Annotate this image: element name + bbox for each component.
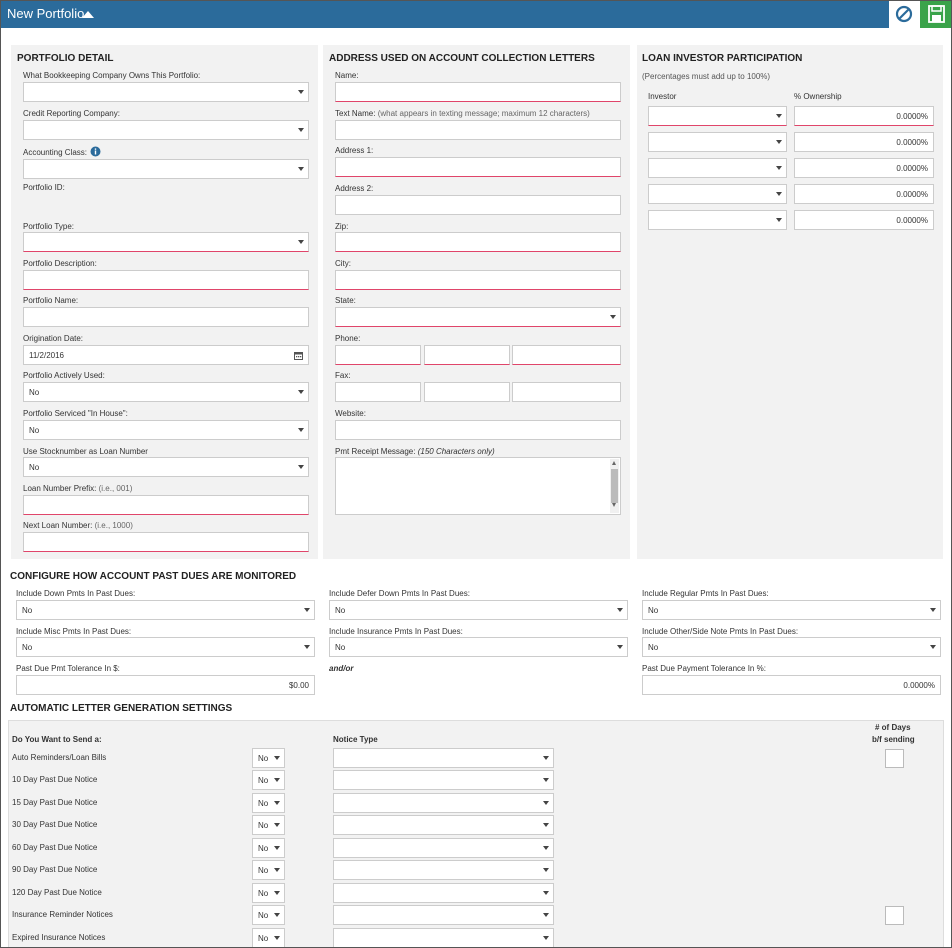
- chevron-down-icon: [274, 891, 280, 895]
- fax-label: Fax:: [335, 371, 351, 380]
- chevron-down-icon: [776, 114, 782, 118]
- letter-send-value: No: [258, 866, 269, 875]
- regular-pmts-value: No: [648, 606, 659, 615]
- notice-type-select[interactable]: [333, 860, 554, 880]
- save-icon: [920, 1, 952, 28]
- letter-label: 120 Day Past Due Notice: [12, 888, 102, 897]
- ownership-value: 0.0000%: [896, 190, 928, 199]
- address-heading: ADDRESS USED ON ACCOUNT COLLECTION LETTERS: [329, 53, 595, 64]
- notice-type-column-header: Notice Type: [333, 735, 378, 744]
- scroll-down-icon[interactable]: [612, 503, 616, 507]
- and-or-text: and/or: [329, 664, 354, 673]
- chevron-down-icon: [776, 166, 782, 170]
- chevron-down-icon: [543, 801, 549, 805]
- notice-type-select[interactable]: [333, 838, 554, 858]
- address1-input[interactable]: [335, 157, 621, 177]
- tolerance-dollar-value: $0.00: [288, 681, 309, 690]
- letter-send-select[interactable]: [252, 928, 285, 948]
- chevron-down-icon: [298, 465, 304, 469]
- portfolio-id-label: Portfolio ID:: [23, 183, 65, 192]
- misc-pmts-select[interactable]: [16, 637, 315, 657]
- website-label: Website:: [335, 409, 366, 418]
- tolerance-percent-input[interactable]: [642, 675, 941, 695]
- down-pmts-select[interactable]: [16, 600, 315, 620]
- insurance-pmts-select[interactable]: [329, 637, 628, 657]
- chevron-down-icon: [543, 823, 549, 827]
- defer-pmts-value: No: [335, 606, 346, 615]
- investor-heading: LOAN INVESTOR PARTICIPATION: [642, 53, 803, 64]
- city-input[interactable]: [335, 270, 621, 290]
- textarea-scrollbar[interactable]: [610, 459, 619, 513]
- other-pmts-select[interactable]: [642, 637, 941, 657]
- letter-send-value: No: [258, 821, 269, 830]
- loan-prefix-label: Loan Number Prefix: (i.e., 001): [23, 484, 133, 493]
- chevron-down-icon: [298, 240, 304, 244]
- phone-line-input[interactable]: [512, 345, 621, 365]
- letters-heading: AUTOMATIC LETTER GENERATION SETTINGS: [10, 703, 233, 714]
- letter-label: Insurance Reminder Notices: [12, 910, 113, 919]
- ownership-input[interactable]: [794, 158, 934, 178]
- address1-label: Address 1:: [335, 146, 374, 155]
- tolerance-dollar-input[interactable]: [16, 675, 315, 695]
- investor-column-header: Investor: [648, 92, 677, 101]
- pmt-receipt-textarea[interactable]: [335, 457, 621, 515]
- zip-label: Zip:: [335, 222, 349, 231]
- scroll-up-icon[interactable]: [612, 461, 616, 465]
- chevron-down-icon: [776, 218, 782, 222]
- credit-reporting-select[interactable]: [23, 120, 309, 140]
- portfolio-name-input[interactable]: [23, 307, 309, 327]
- accounting-class-select[interactable]: [23, 159, 309, 179]
- fax-prefix-input[interactable]: [424, 382, 510, 402]
- chevron-down-icon: [543, 756, 549, 760]
- letter-label: 15 Day Past Due Notice: [12, 798, 98, 807]
- defer-pmts-label: Include Defer Down Pmts In Past Dues:: [329, 589, 470, 598]
- fax-area-input[interactable]: [335, 382, 421, 402]
- misc-pmts-label: Include Misc Pmts In Past Dues:: [16, 627, 132, 636]
- chevron-down-icon: [304, 608, 310, 612]
- name-label: Name:: [335, 71, 359, 80]
- investor-select[interactable]: [648, 184, 787, 204]
- down-pmts-value: No: [22, 606, 33, 615]
- letter-send-value: No: [258, 911, 269, 920]
- investor-select[interactable]: [648, 210, 787, 230]
- next-loan-label: Next Loan Number: (i.e., 1000): [23, 521, 133, 530]
- notice-type-select[interactable]: [333, 905, 554, 925]
- ownership-input[interactable]: [794, 184, 934, 204]
- send-column-header: Do You Want to Send a:: [12, 735, 102, 744]
- zip-input[interactable]: [335, 232, 621, 252]
- chevron-down-icon: [543, 846, 549, 850]
- chevron-down-icon: [543, 936, 549, 940]
- ownership-value: 0.0000%: [896, 138, 928, 147]
- tolerance-percent-label: Past Due Payment Tolerance In %:: [642, 664, 766, 673]
- origination-date-label: Origination Date:: [23, 334, 84, 343]
- investor-select[interactable]: [648, 106, 787, 126]
- days-before-input[interactable]: [885, 906, 904, 925]
- chevron-down-icon: [274, 868, 280, 872]
- portfolio-name-label: Portfolio Name:: [23, 296, 79, 305]
- letter-send-select[interactable]: [252, 793, 285, 813]
- actively-used-value: No: [29, 388, 40, 397]
- in-house-select[interactable]: [23, 420, 309, 440]
- ownership-value: 0.0000%: [896, 112, 928, 121]
- chevron-down-icon: [298, 390, 304, 394]
- notice-type-select[interactable]: [333, 815, 554, 835]
- letter-send-value: No: [258, 754, 269, 763]
- portfolio-type-select[interactable]: [23, 232, 309, 252]
- ownership-column-header: % Ownership: [794, 92, 842, 101]
- save-button[interactable]: [920, 1, 952, 28]
- chevron-down-icon: [274, 913, 280, 917]
- notice-type-select[interactable]: [333, 748, 554, 768]
- in-house-value: No: [29, 426, 40, 435]
- stocknumber-select[interactable]: [23, 457, 309, 477]
- down-pmts-label: Include Down Pmts In Past Dues:: [16, 589, 136, 598]
- text-name-label: Text Name: (what appears in texting message; maximum 12 characters): [335, 109, 590, 118]
- address2-input[interactable]: [335, 195, 621, 215]
- portfolio-description-input[interactable]: [23, 270, 309, 290]
- title-bar: [1, 1, 952, 28]
- pmt-receipt-label: Pmt Receipt Message: (150 Characters only): [335, 447, 495, 456]
- chevron-down-icon: [617, 608, 623, 612]
- cancel-button[interactable]: [889, 1, 920, 28]
- letter-send-value: No: [258, 889, 269, 898]
- page-title: New Portfolio: [7, 6, 85, 21]
- chevron-down-icon: [298, 428, 304, 432]
- actively-used-label: Portfolio Actively Used:: [23, 371, 105, 380]
- defer-pmts-select[interactable]: [329, 600, 628, 620]
- chevron-down-icon: [298, 128, 304, 132]
- investor-select[interactable]: [648, 132, 787, 152]
- letter-label: Auto Reminders/Loan Bills: [12, 753, 107, 762]
- letter-send-select[interactable]: [252, 815, 285, 835]
- chevron-down-icon: [304, 645, 310, 649]
- credit-reporting-label: Credit Reporting Company:: [23, 109, 120, 118]
- letter-send-select[interactable]: [252, 905, 285, 925]
- chevron-down-icon: [543, 868, 549, 872]
- chevron-down-icon: [543, 891, 549, 895]
- regular-pmts-label: Include Regular Pmts In Past Dues:: [642, 589, 769, 598]
- chevron-down-icon: [930, 645, 936, 649]
- letter-send-select[interactable]: [252, 770, 285, 790]
- portfolio-description-label: Portfolio Description:: [23, 259, 97, 268]
- tolerance-dollar-label: Past Due Pmt Tolerance In $:: [16, 664, 120, 673]
- state-select[interactable]: [335, 307, 621, 327]
- ownership-input[interactable]: [794, 132, 934, 152]
- chevron-down-icon: [274, 823, 280, 827]
- phone-prefix-input[interactable]: [424, 345, 510, 365]
- chevron-down-icon: [543, 778, 549, 782]
- days-column-header-2: b/f sending: [872, 735, 915, 744]
- letter-send-value: No: [258, 934, 269, 943]
- days-column-header: # of Days: [875, 723, 911, 732]
- letter-label: 90 Day Past Due Notice: [12, 865, 98, 874]
- next-loan-input[interactable]: [23, 532, 309, 552]
- phone-area-input[interactable]: [335, 345, 421, 365]
- portfolio-type-label: Portfolio Type:: [23, 222, 74, 231]
- chevron-down-icon: [274, 756, 280, 760]
- investor-select[interactable]: [648, 158, 787, 178]
- chevron-down-icon: [274, 936, 280, 940]
- insurance-pmts-value: No: [335, 643, 346, 652]
- text-name-input[interactable]: [335, 120, 621, 140]
- bookkeeping-label: What Bookkeeping Company Owns This Portfolio:: [23, 71, 201, 80]
- letter-label: 30 Day Past Due Notice: [12, 820, 98, 829]
- investor-note: (Percentages must add up to 100%): [642, 72, 771, 81]
- notice-type-select[interactable]: [333, 793, 554, 813]
- ownership-value: 0.0000%: [896, 216, 928, 225]
- address2-label: Address 2:: [335, 184, 374, 193]
- chevron-down-icon: [617, 645, 623, 649]
- regular-pmts-select[interactable]: [642, 600, 941, 620]
- letter-send-value: No: [258, 799, 269, 808]
- insurance-pmts-label: Include Insurance Pmts In Past Dues:: [329, 627, 463, 636]
- collapse-caret-icon[interactable]: [82, 11, 94, 18]
- chevron-down-icon: [274, 801, 280, 805]
- other-pmts-label: Include Other/Side Note Pmts In Past Dues:: [642, 627, 799, 636]
- fax-line-input[interactable]: [512, 382, 621, 402]
- letter-send-select[interactable]: [252, 883, 285, 903]
- bookkeeping-select[interactable]: [23, 82, 309, 102]
- tolerance-percent-value: 0.0000%: [903, 681, 935, 690]
- past-dues-heading: CONFIGURE HOW ACCOUNT PAST DUES ARE MONITORED: [10, 571, 297, 582]
- name-input[interactable]: [335, 82, 621, 102]
- notice-type-select[interactable]: [333, 928, 554, 948]
- letter-label: 60 Day Past Due Notice: [12, 843, 98, 852]
- letter-send-select[interactable]: [252, 838, 285, 858]
- origination-date-input[interactable]: [23, 345, 309, 365]
- notice-type-select[interactable]: [333, 770, 554, 790]
- loan-prefix-input[interactable]: [23, 495, 309, 515]
- ownership-input[interactable]: [794, 210, 934, 230]
- chevron-down-icon: [610, 315, 616, 319]
- city-label: City:: [335, 259, 351, 268]
- letter-label: Expired Insurance Notices: [12, 933, 106, 942]
- website-input[interactable]: [335, 420, 621, 440]
- days-before-input[interactable]: [885, 749, 904, 768]
- accounting-class-label: Accounting Class:: [23, 148, 88, 157]
- portfolio-detail-heading: PORTFOLIO DETAIL: [17, 53, 114, 64]
- letter-send-select[interactable]: [252, 748, 285, 768]
- in-house-label: Portfolio Serviced "In House":: [23, 409, 128, 418]
- phone-label: Phone:: [335, 334, 361, 343]
- actively-used-select[interactable]: [23, 382, 309, 402]
- chevron-down-icon: [930, 608, 936, 612]
- origination-date-value: 11/2/2016: [29, 351, 64, 360]
- chevron-down-icon: [298, 167, 304, 171]
- state-label: State:: [335, 296, 356, 305]
- ownership-value: 0.0000%: [896, 164, 928, 173]
- notice-type-select[interactable]: [333, 883, 554, 903]
- other-pmts-value: No: [648, 643, 659, 652]
- misc-pmts-value: No: [22, 643, 33, 652]
- chevron-down-icon: [274, 846, 280, 850]
- cancel-icon: [889, 1, 920, 28]
- letter-send-select[interactable]: [252, 860, 285, 880]
- chevron-down-icon: [274, 778, 280, 782]
- info-icon[interactable]: [90, 146, 101, 157]
- chevron-down-icon: [776, 192, 782, 196]
- letter-send-value: No: [258, 776, 269, 785]
- chevron-down-icon: [543, 913, 549, 917]
- letter-send-value: No: [258, 844, 269, 853]
- letter-label: 10 Day Past Due Notice: [12, 775, 98, 784]
- chevron-down-icon: [776, 140, 782, 144]
- ownership-input[interactable]: [794, 106, 934, 126]
- scrollbar-thumb[interactable]: [611, 469, 618, 503]
- calendar-icon[interactable]: [294, 351, 303, 360]
- stocknumber-value: No: [29, 463, 40, 472]
- chevron-down-icon: [298, 90, 304, 94]
- stocknumber-label: Use Stocknumber as Loan Number: [23, 447, 148, 456]
